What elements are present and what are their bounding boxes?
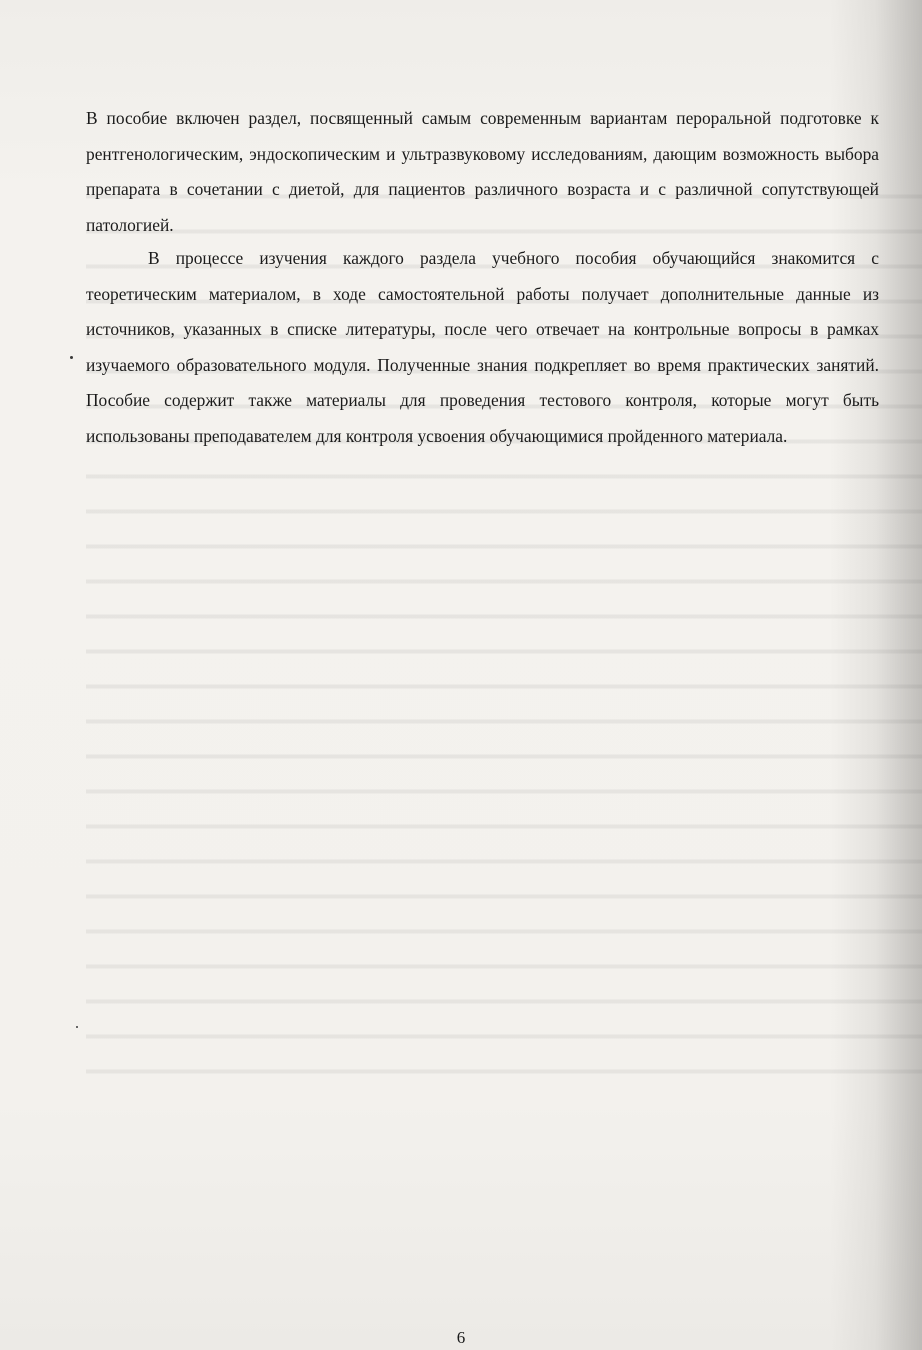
paragraph-intro: В пособие включен раздел, посвященный самым современным вариантам пероральной подготовке к рентгенологическим, эндоскопическим и ультразвуковому исследованиям, дающим возможность выбора препарата в сочетании с диетой, для пациентов различного возраста и с различной сопутствующей патологией. <box>86 108 879 235</box>
page-number: 6 <box>456 1328 466 1347</box>
scan-speck <box>76 1026 78 1028</box>
paragraph-study-process: В процессе изучения каждого раздела учебного пособия обучающийся знакомится с теоретическим материалом, в ходе самостоятельной работы получает дополнительные данные из источников, указанных в списке литературы, после чего отвечает на контрольные вопросы в рамках изучаемого образовательного модуля. Полученные знания подкрепляет во время практических занятий. Пособие содержит также материалы для проведения тестового контроля, которые могут быть использованы преподавателем для контроля усвоения обучающимися пройденного материала. <box>86 248 879 446</box>
scan-speck <box>70 356 73 359</box>
